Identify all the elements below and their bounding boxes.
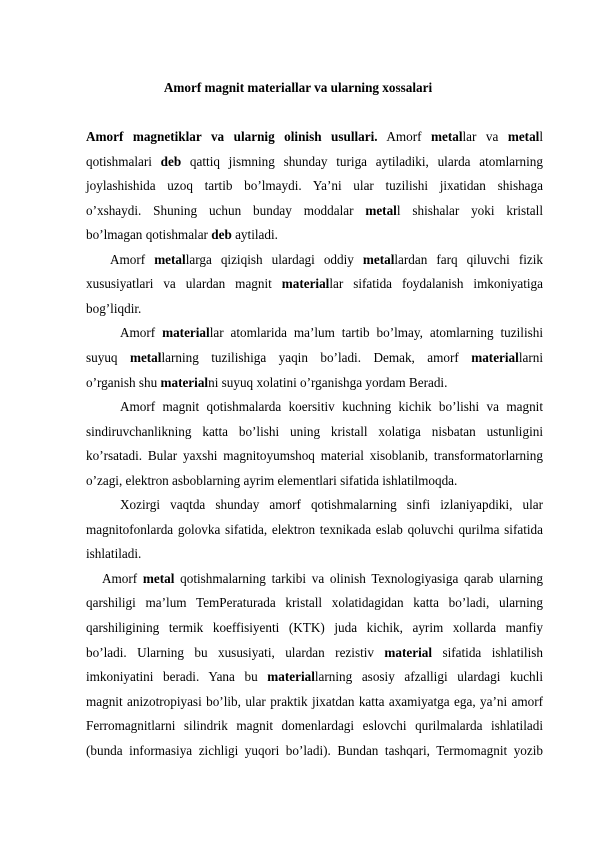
text-run: lardan farq qiluvchi fizik — [394, 251, 543, 267]
bold-term: metal — [507, 129, 540, 144]
text-line — [86, 349, 543, 367]
text-run: bo’lmagan qotishmalar — [86, 227, 212, 243]
text-run: qattiq jismning shunday turiga aytiladiki, ularda atomlarning — [181, 153, 543, 169]
text-run: Xozirgi vaqtda shunday amorf qotishmalarning sinfi izlaniyapdiki, ular — [120, 497, 543, 513]
bold-term: metal — [365, 202, 397, 218]
text-run: l — [539, 129, 544, 144]
bold-term: metal — [142, 570, 175, 586]
bold-term: material — [162, 325, 210, 341]
bold-term: metal — [154, 251, 186, 267]
text-run: sindiruvchanlikning katta bo’lishi uning kristall xolatiga nisbatan ustunligini — [86, 423, 543, 439]
text-run: suyuq — [86, 349, 130, 365]
text-run: Amorf — [120, 325, 163, 341]
text-run: Amorf — [110, 251, 155, 267]
text-line — [86, 594, 543, 612]
bold-term: material — [281, 276, 330, 292]
text-run: larning tuzilishiga yaqin bo’ladi. Demak, amorf — [161, 349, 472, 365]
text-line — [86, 545, 543, 563]
text-run: ko’rsatadi. Bular yaxshi magnitoyumshoq material xisoblanib, transformatorlarning — [86, 448, 543, 464]
text-line — [86, 226, 543, 244]
text-line — [102, 570, 543, 588]
bold-term: metal — [129, 349, 162, 365]
text-run: magnit anizotropiyasi bo’lib, ular praktik jixatdan katta axamiyatga ega, ya’ni amorf — [86, 693, 543, 709]
text-line — [86, 300, 543, 318]
text-line — [86, 128, 543, 146]
text-line — [120, 496, 543, 514]
text-line — [86, 717, 543, 735]
text-run: bog’liqdir. — [86, 300, 142, 316]
text-run: larga qiziqish ulardagi oddiy — [185, 251, 363, 267]
text-run: ni suyuq xolatini o’rganishga yordam Beradi. — [208, 374, 448, 390]
bold-term: material — [160, 374, 209, 390]
text-run: o’zagi, elektron asboblarning ayrim elementlari sifatida ishlatilmoqda. — [86, 472, 458, 488]
text-run: imkoniyatini beradi. Yana bu — [86, 669, 268, 685]
text-run: Amorf magnit qotishmalarda koersitiv kuchning kichik bo’lishi va magnit — [120, 399, 543, 415]
bold-term: deb — [160, 153, 182, 169]
bold-term: metal — [362, 251, 395, 267]
text-run: lar sifatida foydalanish imkoniyatiga — [329, 276, 543, 292]
text-line — [86, 644, 543, 662]
text-line — [120, 324, 543, 342]
bold-term: metal — [431, 129, 463, 144]
text-run: joylashishida uzoq tartib bo’lmaydi. Ya’ni ular tuzilishi jixatidan shishaga — [86, 178, 543, 194]
text-run: qotishmalari — [86, 153, 161, 169]
text-line — [86, 374, 543, 392]
text-line — [86, 472, 543, 490]
text-line — [86, 275, 543, 293]
text-run: bo’ladi. Ularning bu xususiyati, ulardan rezistiv — [86, 644, 385, 660]
text-run: Amorf — [377, 129, 431, 144]
text-run: aytiladi. — [231, 227, 278, 243]
text-run: xususiyatlari va ulardan magnit — [86, 276, 282, 292]
document-title: Amorf magnit materiallar va ularning xossalari — [163, 80, 433, 95]
text-line — [86, 447, 543, 465]
text-line — [86, 521, 543, 539]
text-run: lar va — [462, 129, 508, 144]
text-run: sifatida ishlatilish — [432, 644, 543, 660]
text-line — [86, 202, 543, 220]
text-line — [110, 251, 543, 269]
text-run: larni — [518, 349, 543, 365]
text-run: ishlatiladi. — [86, 546, 142, 562]
text-line — [86, 693, 543, 711]
text-run: Amorf — [102, 570, 143, 586]
text-line — [86, 742, 543, 760]
text-run: (bunda informasiya zichligi yuqori bo’ladi). Bundan tashqari, Termomagnit yozib — [86, 742, 543, 758]
bold-term: Amorf magnetiklar va ularnig olinish usullari. — [86, 129, 378, 144]
text-line — [86, 668, 543, 686]
text-run: l shishalar yoki kristall — [396, 202, 543, 218]
bold-term: material — [471, 349, 519, 365]
text-run: qarshiligining termik koeffisiyenti (KTK) juda kichik, ayrim xollarda manfiy — [86, 620, 543, 635]
text-run: o’rganish shu — [86, 374, 161, 390]
text-line — [120, 398, 543, 416]
text-run: magnitofonlarda golovka sifatida, elektron texnikada eslab qoluvchi qurilma sifatida — [86, 521, 543, 537]
text-run: larning asosiy afzalligi ulardagi kuchli — [314, 669, 543, 685]
text-run: qotishmalarning tarkibi va olinish Texnologiyasiga qarab ularning — [174, 570, 543, 586]
bold-term: deb — [211, 227, 232, 243]
text-run: qarshiligi ma’lum TemPeraturada kristall xolatidagidan katta bo’ladi, ularning — [86, 595, 543, 611]
text-line — [86, 153, 543, 171]
text-run: o’xshaydi. Shuning uchun bunday moddalar — [86, 202, 366, 218]
bold-term: material — [267, 669, 315, 685]
text-line — [86, 423, 543, 441]
text-line — [86, 619, 543, 637]
text-run: Ferromagnitlarni silindrik magnit domenlardagi eslovchi qurilmalarda ishlatiladi — [86, 718, 543, 734]
bold-term: material — [384, 644, 433, 660]
text-run: lar atomlarida ma’lum tartib bo’lmay, atomlarning tuzilishi — [209, 325, 543, 341]
text-line — [86, 177, 543, 195]
